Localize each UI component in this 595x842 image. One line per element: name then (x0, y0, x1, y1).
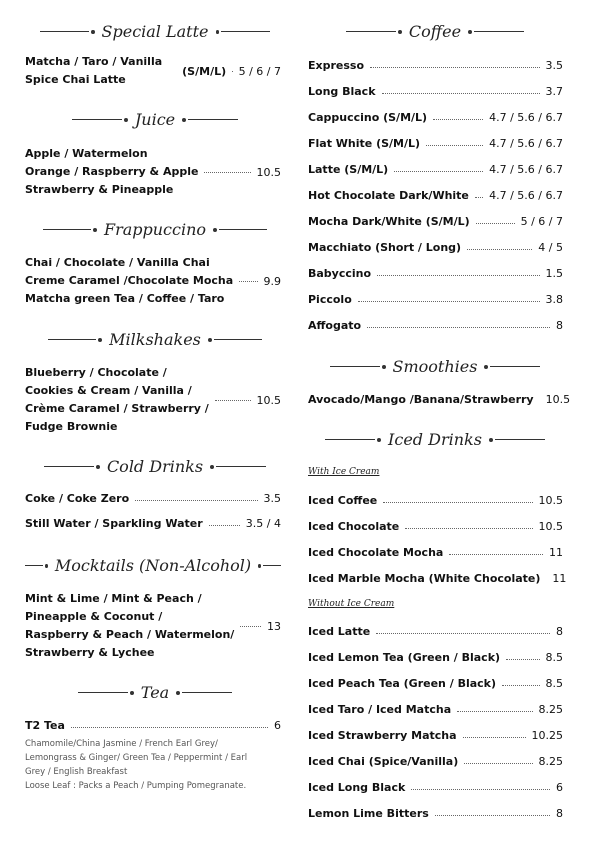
item-name: Iced Marble Mocha (White Chocolate) (308, 572, 541, 585)
item-price: 11 (552, 572, 567, 585)
tea-desc-line: Loose Leaf : Packs a Peach / Pumping Pomegranate. (25, 781, 247, 791)
iced-item (308, 651, 563, 664)
iced-item (308, 625, 563, 638)
tea-desc-line: Lemongrass & Ginger/ Green Tea / Peppermint / Earl (25, 753, 248, 763)
milkshakes-item (25, 364, 281, 436)
item-price: 5 / 6 / 7 (520, 215, 563, 228)
tea-heading (40, 683, 270, 702)
item-name: Iced Latte (308, 625, 371, 638)
iced-item (308, 729, 563, 742)
milkshakes-line: Crème Caramel / Strawberry / (25, 402, 209, 415)
item-price: 8 (556, 807, 563, 820)
item-price: 10.5 (538, 494, 563, 507)
tea-item (25, 719, 281, 732)
coffee-item (308, 241, 563, 254)
item-name: Flat White (S/M/L) (308, 137, 421, 150)
item-price: 6 (556, 781, 563, 794)
coffee-item (308, 267, 563, 280)
tea-description (25, 737, 285, 793)
milkshakes-heading (40, 330, 270, 349)
juice-line: Strawberry & Pineapple (25, 183, 174, 196)
item-name: Expresso (308, 59, 365, 72)
item-price: 10.25 (531, 729, 563, 742)
item-price: 6 (274, 719, 281, 732)
smoothies-heading (320, 357, 550, 376)
special-latte-price: 5 / 6 / 7 (238, 64, 281, 78)
cold-drinks-heading (40, 457, 270, 476)
item-price: 4.7 / 5.6 / 6.7 (489, 163, 563, 176)
item-name: Lemon Lime Bitters (308, 807, 429, 820)
milkshakes-line: Cookies & Cream / Vanilla / (25, 384, 192, 397)
item-price: 4.7 / 5.6 / 6.7 (489, 111, 563, 124)
cold-drinks-item (25, 517, 281, 530)
item-price: 8.5 (545, 651, 563, 664)
special-latte-title: Special Latte (101, 22, 209, 41)
juice-item (25, 145, 281, 199)
cold-drinks-item (25, 492, 281, 505)
item-price: 3.7 (545, 85, 563, 98)
iced-item (308, 807, 563, 820)
coffee-item (308, 111, 563, 124)
item-price: 4.7 / 5.6 / 6.7 (489, 137, 563, 150)
item-name: Iced Taro / Iced Matcha (308, 703, 452, 716)
smoothies-item (308, 393, 571, 406)
iced-item (308, 546, 563, 559)
item-price: 8.5 (545, 677, 563, 690)
item-name: Babyccino (308, 267, 372, 280)
item-price: 10.5 (538, 520, 563, 533)
item-name: Iced Strawberry Matcha (308, 729, 457, 742)
coffee-title: Coffee (408, 22, 462, 41)
coffee-item (308, 189, 563, 202)
tea-title: Tea (140, 683, 170, 702)
juice-line: Orange / Raspberry & Apple (25, 165, 199, 178)
juice-price: 10.5 (256, 165, 281, 179)
iced-item (308, 494, 563, 507)
item-price: 11 (549, 546, 563, 559)
special-latte-line: Spice Chai Latte (25, 73, 126, 86)
milkshakes-line: Fudge Brownie (25, 420, 118, 433)
iced-drinks-heading (320, 430, 550, 449)
juice-line: Apple / Watermelon (25, 147, 148, 160)
item-name: Iced Chocolate (308, 520, 400, 533)
juice-heading (40, 110, 270, 129)
mocktails-line: Pineapple & Coconut / (25, 610, 163, 623)
item-name: Hot Chocolate Dark/White (308, 189, 469, 202)
item-price: 8 (556, 625, 563, 638)
item-name: Still Water / Sparkling Water (25, 517, 203, 530)
mocktails-line: Raspberry & Peach / Watermelon/ (25, 628, 235, 641)
frappuccino-heading (40, 220, 270, 239)
item-name: Iced Chai (Spice/Vanilla) (308, 755, 459, 768)
mocktails-line: Mint & Lime / Mint & Peach / (25, 592, 202, 605)
item-name: Iced Lemon Tea (Green / Black) (308, 651, 501, 664)
coffee-item (308, 163, 563, 176)
item-price: 3.5 (263, 492, 281, 505)
milkshakes-line: Blueberry / Chocolate / (25, 366, 167, 379)
item-name: Macchiato (Short / Long) (308, 241, 462, 254)
iced-item (308, 703, 563, 716)
item-price: 4 / 5 (538, 241, 563, 254)
cold-drinks-title: Cold Drinks (106, 457, 204, 476)
coffee-item (308, 59, 563, 72)
item-price: 1.5 (545, 267, 563, 280)
frappuccino-line: Creme Caramel /Chocolate Mocha (25, 274, 234, 287)
mocktails-price: 13 (267, 619, 281, 633)
special-latte-size: (S/M/L) (182, 64, 227, 78)
special-latte-item (25, 53, 281, 89)
iced-item (308, 677, 563, 690)
coffee-item (308, 293, 563, 306)
iced-item (308, 755, 563, 768)
special-latte-line: Matcha / Taro / Vanilla (25, 55, 163, 68)
tea-desc-line: Chamomile/China Jasmine / French Earl Grey/ (25, 739, 218, 749)
coffee-item (308, 215, 563, 228)
milkshakes-price: 10.5 (256, 393, 281, 407)
milkshakes-title: Milkshakes (109, 330, 201, 349)
item-name: Coke / Coke Zero (25, 492, 130, 505)
item-name: Iced Coffee (308, 494, 378, 507)
item-name: T2 Tea (25, 719, 65, 732)
item-name: Mocha Dark/White (S/M/L) (308, 215, 470, 228)
frappuccino-line: Matcha green Tea / Coffee / Taro (25, 292, 225, 305)
frappuccino-item (25, 254, 281, 308)
juice-title: Juice (134, 110, 176, 129)
item-name: Long Black (308, 85, 376, 98)
item-price: 3.5 (545, 59, 563, 72)
mocktails-heading (25, 556, 281, 575)
frappuccino-line: Chai / Chocolate / Vanilla Chai (25, 256, 210, 269)
mocktails-line: Strawberry & Lychee (25, 646, 155, 659)
frappuccino-title: Frappuccino (103, 220, 207, 239)
coffee-item (308, 319, 563, 332)
item-price: 3.5 / 4 (245, 517, 281, 530)
smoothies-title: Smoothies (392, 357, 478, 376)
item-price: 4.7 / 5.6 / 6.7 (489, 189, 563, 202)
tea-desc-line: Grey / English Breakfast (25, 767, 128, 777)
special-latte-heading (40, 22, 270, 41)
iced-item (308, 781, 563, 794)
item-name: Iced Peach Tea (Green / Black) (308, 677, 497, 690)
item-price: 3.8 (545, 293, 563, 306)
item-name: Latte (S/M/L) (308, 163, 389, 176)
item-price: 10.5 (545, 393, 571, 406)
item-price: 8 (556, 319, 563, 332)
item-name: Avocado/Mango /Banana/Strawberry (308, 393, 534, 406)
mocktails-title: Mocktails (Non-Alcohol) (54, 556, 252, 575)
coffee-item (308, 137, 563, 150)
item-name: Piccolo (308, 293, 352, 306)
item-price: 8.25 (538, 755, 563, 768)
frappuccino-price: 9.9 (263, 274, 281, 288)
item-name: Iced Chocolate Mocha (308, 546, 444, 559)
iced-drinks-title: Iced Drinks (388, 430, 482, 449)
item-name: Affogato (308, 319, 362, 332)
without-ice-cream-label: Without Ice Cream (308, 599, 395, 609)
with-ice-cream-label: With Ice Cream (308, 467, 380, 477)
coffee-heading (320, 22, 550, 41)
iced-item (308, 520, 563, 533)
item-price: 8.25 (538, 703, 563, 716)
item-name: Cappuccino (S/M/L) (308, 111, 428, 124)
coffee-item (308, 85, 563, 98)
item-name: Iced Long Black (308, 781, 406, 794)
iced-item (308, 572, 567, 585)
mocktails-item (25, 590, 281, 662)
